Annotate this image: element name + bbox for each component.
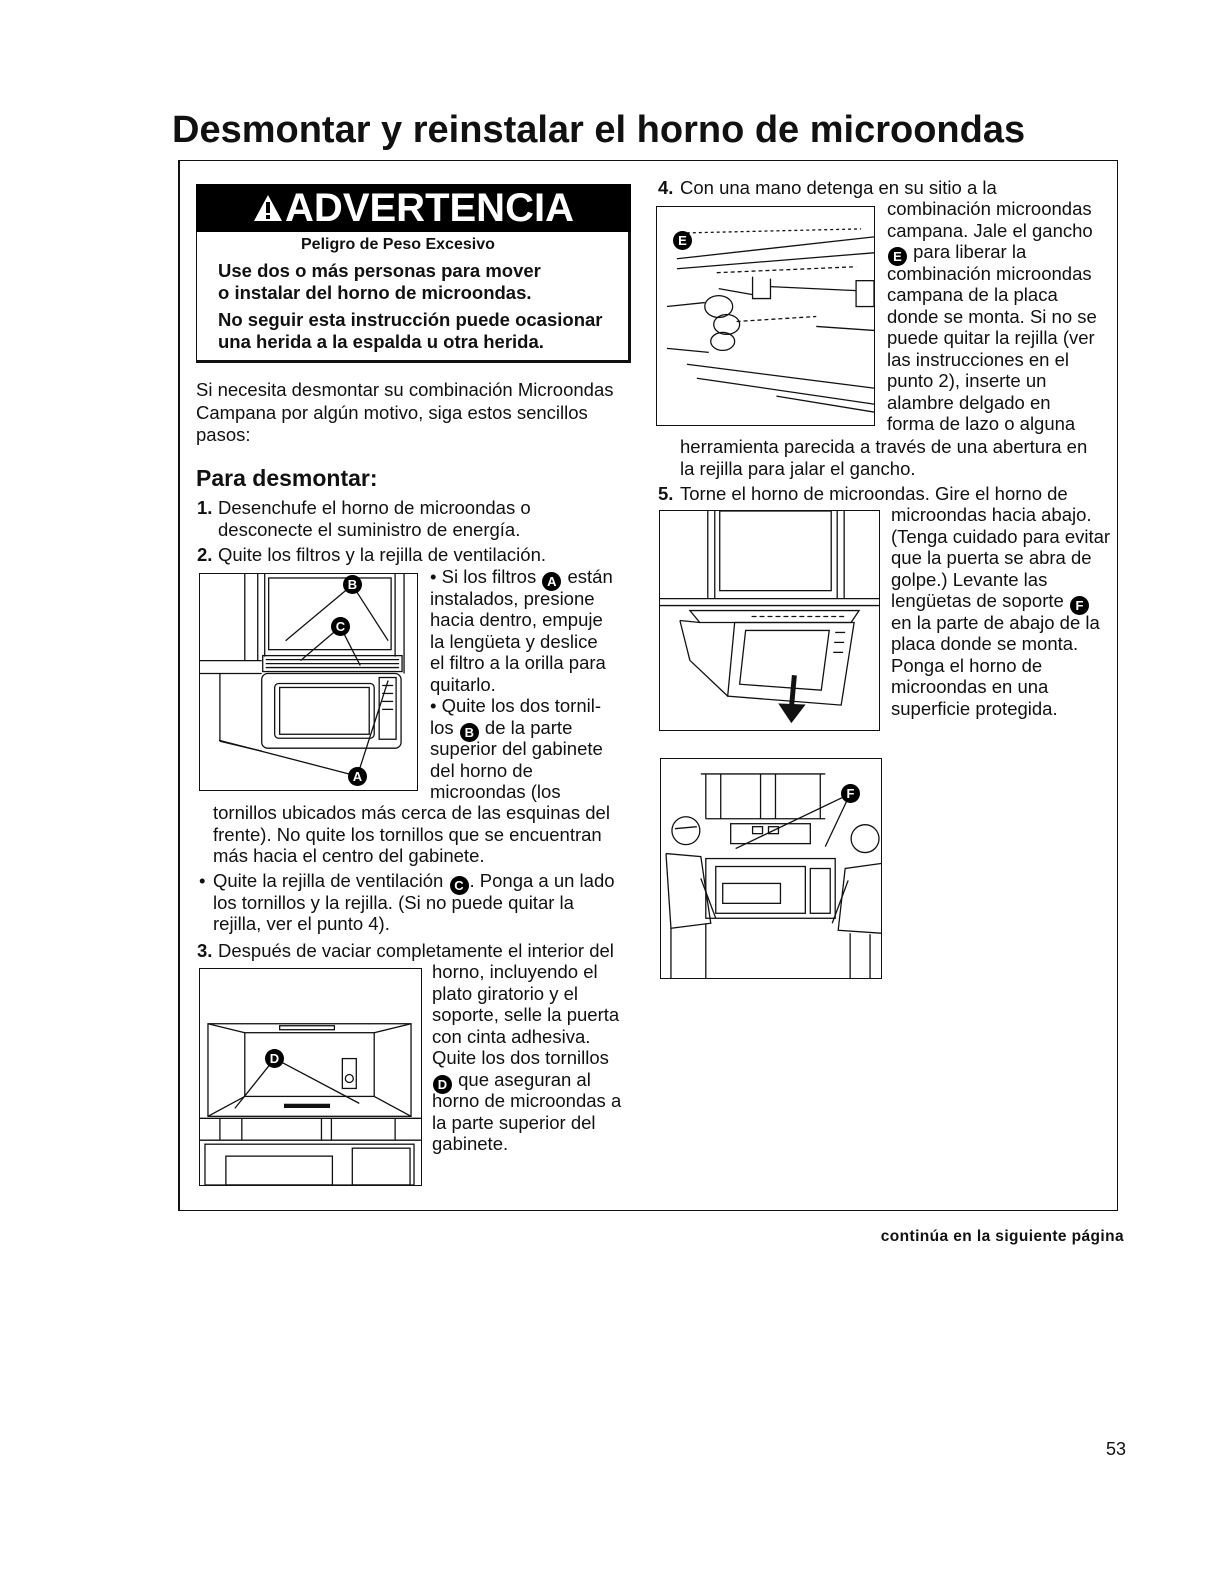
text-line: la rejilla para jalar el gancho. (680, 457, 916, 479)
text-line: puede quitar la rejilla (ver (887, 327, 1095, 348)
step-number: 3. (197, 940, 213, 961)
text-line: los tornillos y la rejilla. (Si no puede quitar la (213, 891, 574, 913)
text-line: una herida a la espalda u otra herida. (218, 330, 544, 352)
step-number: 2. (197, 544, 213, 565)
text-line: herramienta parecida a través de una abertura en (680, 436, 1088, 457)
figure-callout: C (331, 617, 350, 636)
step-2-beside-figure (430, 566, 613, 803)
text-line: • Quite los dos tornil- (430, 695, 601, 716)
text-line: combinación microondas (887, 262, 1092, 284)
text-line: Desenchufe el horno de microondas o (218, 497, 531, 518)
text-line: superior del gabinete (430, 738, 603, 759)
text-line: microondas hacia abajo. (891, 504, 1092, 525)
figure-callout: A (348, 767, 367, 786)
text-line: Con una mano detenga en su sitio a la (680, 177, 997, 198)
figure-lift (660, 758, 882, 979)
warning-consequence (218, 309, 603, 352)
text-line: Campana por algún motivo, siga estos sencillos (196, 401, 588, 423)
step-2-text (218, 544, 546, 566)
text-line: (Tenga cuidado para evitar (891, 525, 1111, 547)
callout-badge: C (450, 876, 469, 895)
step-2-bullet-text (213, 870, 615, 935)
text-line: horno de microondas a (432, 1090, 622, 1111)
figure-hook (656, 206, 875, 426)
figure-callout: B (343, 575, 362, 594)
step-5-text (680, 483, 1068, 505)
warning-triangle-icon (253, 194, 283, 222)
text-line: campana de la placa (887, 284, 1058, 305)
figure-callout: E (673, 231, 692, 250)
text-line: que la puerta se abra de (891, 547, 1092, 568)
step-4-beside-figure (887, 198, 1097, 435)
callout-badge: B (460, 723, 479, 742)
text-line: combinación microondas (887, 198, 1092, 219)
text-line: o instalar del horno de microondas. (218, 281, 532, 303)
text-line: donde se monta. Si no se (887, 305, 1097, 327)
continue-note: continúa en la siguiente página (880, 1228, 1124, 1245)
text-line: microondas en una (891, 676, 1049, 697)
callout-badge: A (542, 572, 561, 591)
text-segment: Quite la rejilla de ventilación (213, 870, 449, 891)
step-5-beside-figure (891, 504, 1110, 719)
text-line: tornillos ubicados más cerca de las esquinas del (213, 802, 610, 823)
page-title: Desmontar y reinstalar el horno de microondas (172, 109, 1026, 151)
text-line: punto 2), inserte un (887, 370, 1047, 391)
text-segment: que aseguran al (453, 1068, 591, 1090)
text-segment: para liberar la (908, 241, 1027, 262)
step-number: 5. (658, 483, 674, 504)
text-segment: • Si los filtros (430, 566, 542, 587)
text-line: campana. Jale el gancho (887, 219, 1093, 241)
text-line (213, 870, 615, 892)
text-line: rejilla, ver el punto 4). (213, 913, 390, 934)
text-line: Torne el horno de microondas. Gire el horno de (680, 483, 1068, 504)
text-line: más hacia el centro del gabinete. (213, 845, 485, 866)
bullet: • (199, 870, 206, 891)
step-number: 4. (658, 177, 674, 198)
text-line (891, 590, 1110, 612)
text-line (430, 566, 613, 588)
text-segment: de la parte (479, 716, 573, 738)
figure-callout: D (265, 1049, 284, 1068)
text-line (887, 241, 1097, 263)
step-number: 1. (197, 497, 213, 518)
text-line: Ponga el horno de (891, 654, 1043, 676)
text-line: golpe.) Levante las (891, 568, 1048, 590)
warning-header (196, 184, 631, 232)
hazard-title: Peligro de Peso Excesivo (301, 236, 495, 253)
step-2-after-figure (213, 802, 610, 867)
text-line: el filtro a la orilla para (430, 652, 606, 673)
text-line: del horno de (430, 759, 533, 781)
text-line: placa donde se monta. (891, 633, 1079, 654)
text-line: en la parte de abajo de la (891, 611, 1100, 633)
filters-illustration (200, 574, 417, 790)
section-heading: Para desmontar: (196, 465, 378, 491)
text-line: desconecte el suministro de energía. (218, 518, 521, 540)
text-line: pasos: (196, 424, 251, 445)
callout-badge: F (1070, 596, 1089, 615)
text-line: la parte superior del (432, 1111, 596, 1133)
text-line (432, 1069, 621, 1091)
text-line: forma de lazo o alguna (887, 413, 1076, 434)
step-3-beside-figure (432, 961, 621, 1155)
text-line: la lengüeta y deslice (430, 630, 598, 652)
text-line: Si necesita desmontar su combinación Microondas (196, 379, 614, 400)
text-line: microondas (los (430, 781, 561, 802)
text-line: Después de vaciar completamente el interior del (218, 940, 614, 961)
figure-interior (199, 968, 422, 1186)
text-line: No seguir esta instrucción puede ocasionar (218, 309, 603, 330)
step-4-after-figure (680, 436, 1087, 479)
step-3-text (218, 940, 614, 962)
text-segment: lengüetas de soporte (891, 590, 1069, 611)
callout-badge: E (888, 247, 907, 266)
page-number: 53 (1106, 1439, 1127, 1459)
text-line: frente). No quite los tornillos que se encuentran (213, 823, 602, 845)
warning-instruction (218, 260, 541, 303)
text-line: Use dos o más personas para mover (218, 260, 541, 281)
text-line: quitarlo. (430, 673, 496, 695)
figure-callout: F (841, 784, 860, 803)
figure-filters (199, 573, 418, 791)
warning-label: ADVERTENCIA (285, 186, 574, 230)
text-line: plato giratorio y el (432, 982, 579, 1004)
text-line: alambre delgado en (887, 391, 1051, 413)
step-4-text (680, 177, 997, 199)
text-line: gabinete. (432, 1133, 509, 1154)
callout-badge: D (433, 1075, 452, 1094)
text-line: las instrucciones en el (887, 348, 1070, 370)
step-1-text (218, 497, 531, 540)
text-line: superficie protegida. (891, 697, 1058, 719)
text-line: hacia dentro, empuje (430, 609, 603, 630)
text-line: con cinta adhesiva. (432, 1025, 591, 1047)
text-line (430, 717, 613, 739)
text-line: Quite los dos tornillos (432, 1047, 609, 1068)
text-segment: . Ponga a un lado (469, 870, 615, 891)
text-segment: los (430, 716, 459, 738)
text-line: Quite los filtros y la rejilla de ventilación. (218, 544, 547, 565)
tilt-illustration (660, 511, 879, 730)
text-line: soporte, selle la puerta (432, 1004, 620, 1025)
text-segment: están (562, 566, 613, 587)
intro-paragraph (196, 379, 614, 447)
interior-illustration (200, 969, 421, 1185)
text-line: instalados, presione (430, 587, 595, 609)
figure-tilt (659, 510, 880, 731)
text-line: horno, incluyendo el (432, 961, 598, 982)
